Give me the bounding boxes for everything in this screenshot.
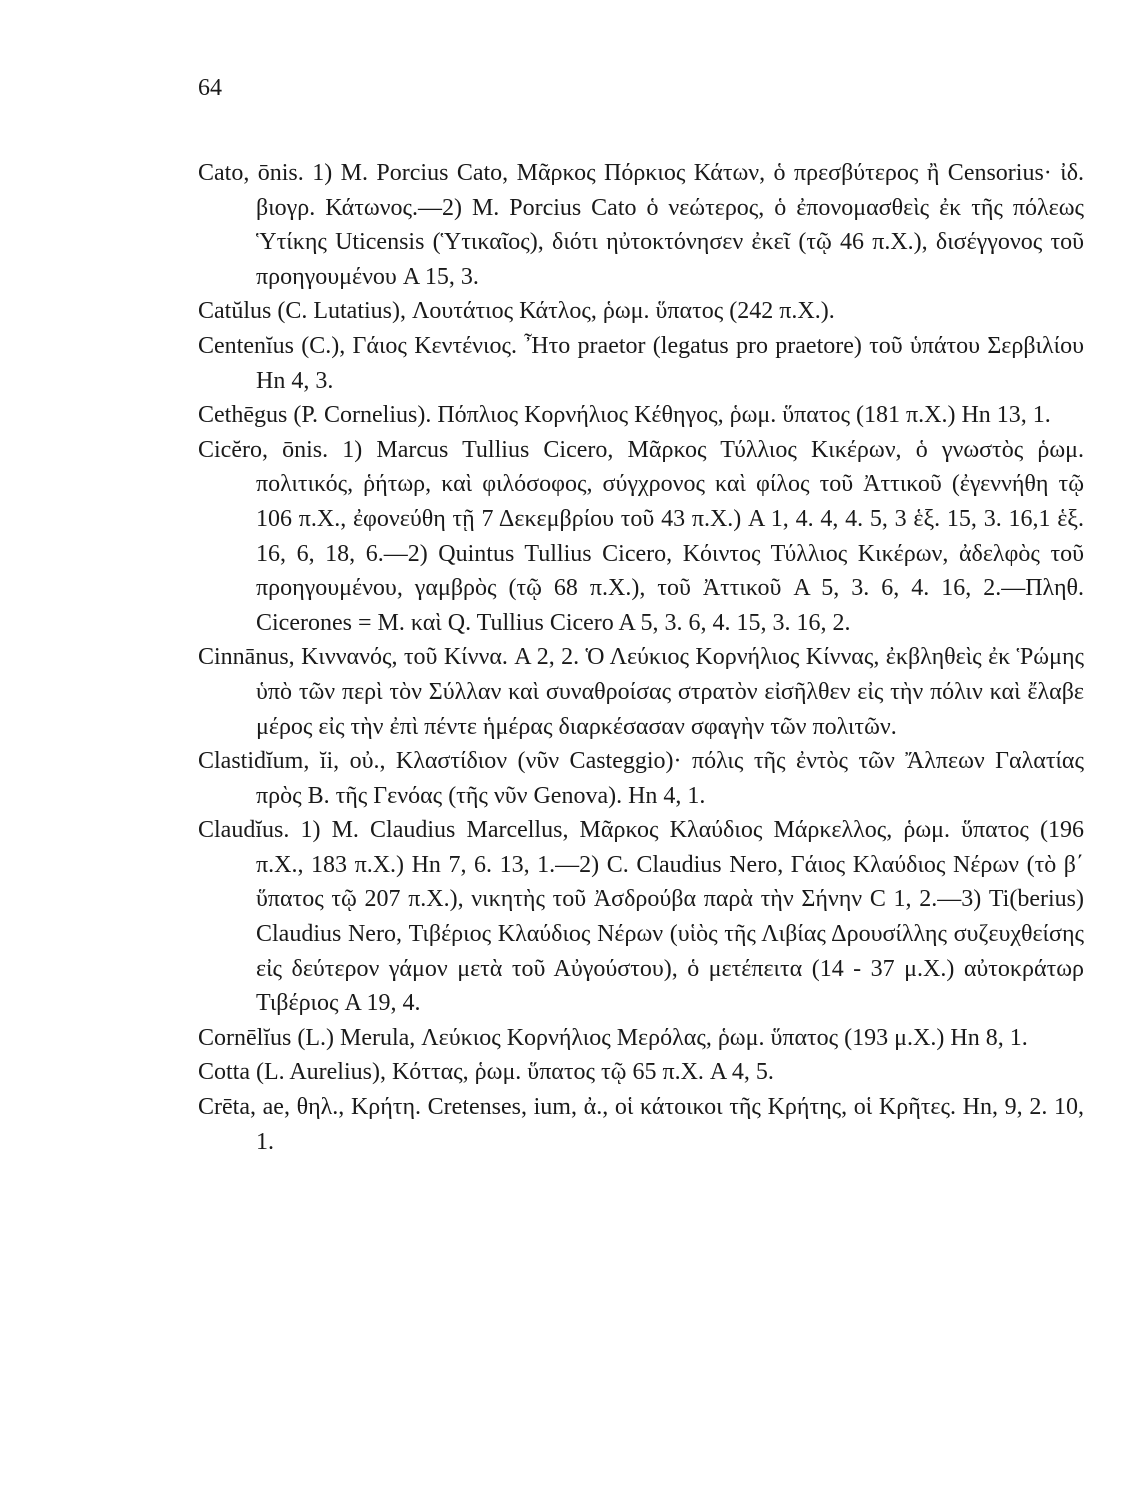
entry-cornelius: Cornēlĭus (L.) Merula, Λεύκιος Κορνήλιος Μερόλας, ῥωμ. ὕπατος (193 μ.Χ.) Hn 8, 1. [198,1024,1028,1051]
entry-cinnanus: Cinnānus, Κιννανός, τοῦ Κίννα. A 2, 2. Ὁ Λεύκιος Κορνήλιος Κίννας, ἐκβληθεὶς ἐκ Ῥώμης ὑπὸ τῶν περὶ τὸν Σύλλαν καὶ συναθροίσας στρατὸν εἰσῆλθεν εἰς τὴν πόλιν καὶ ἔλαβε μέρος εἰς τὴν ἐπὶ πέντε ἡμέρας διαρκέσασαν σφαγὴν τῶν πολιτῶν. [198,644,1084,740]
entry-cethegus: Cethēgus (P. Cornelius). Πόπλιος Κορνήλιος Κέθηγος, ῥωμ. ὕπατος (181 π.Χ.) Hn 13, 1. [198,402,1051,429]
entry-cato: Cato, ōnis. 1) M. Porcius Cato, Μᾶρκος Πόρκιος Κάτων, ὁ πρεσβύτερος ἢ Censorius· ἰδ. βιογρ. Κάτωνος.—2) M. Porcius Cato ὁ νεώτερος, ὁ ἐπονομασθεὶς ἐκ τῆς πόλεως Ὑτίκης Uticensis (Ὑτικαῖος), διότι ηὐτοκτόνησεν ἐκεῖ (τῷ 46 π.Χ.), δισέγγονος τοῦ προηγουμένου A 15, 3. [198,160,1084,290]
entry-centenius: Centenĭus (C.), Γάιος Κεντένιος. Ἦτο praetor (legatus pro praetore) τοῦ ὑπάτου Σερβιλίου Hn 4, 3. [198,332,1084,394]
entry-clastidium: Clastidĭum, ĭi, οὐ., Κλαστίδιον (νῦν Casteggio)· πόλις τῆς ἐντὸς τῶν Ἄλπεων Γαλατίας πρὸς B. τῆς Γενόας (τῆς νῦν Genova). Hn 4, 1. [198,748,1084,809]
entry-cotta: Cotta (L. Aurelius), Κόττας, ῥωμ. ὕπατος τῷ 65 π.Χ. A 4, 5. [198,1059,774,1086]
page-number: 64 [198,75,222,101]
entry-claudius: Claudĭus. 1) M. Claudius Marcellus, Μᾶρκος Κλαύδιος Μάρκελλος, ῥωμ. ὕπατος (196 π.Χ., 183 π.Χ.) Hn 7, 6. 13, 1.—2) C. Claudius Nero, Γάιος Κλαύδιος Νέρων (τὸ β΄ ὕπατος τῷ 207 π.Χ.), νικητὴς τοῦ Ἀσδρούβα παρὰ τὴν Σήνην C 1, 2.—3) Ti(berius) Claudius Nero, Τιβέριος Κλαύδιος Νέρων (υἱὸς τῆς Λιβίας Δρουσίλλης συζευχθείσης εἰς δεύτερον γάμον μετὰ τοῦ Αὐγούστου), ὁ μετέπειτα (14 - 37 μ.Χ.) αὐτοκράτωρ Τιβέριος A 19, 4. [198,817,1084,1017]
entry-cicero: Cicĕro, ōnis. 1) Marcus Tullius Cicero, Μᾶρκος Τύλλιος Κικέρων, ὁ γνωστὸς ῥωμ. πολιτικός, ῥήτωρ, καὶ φιλόσοφος, σύγχρονος καὶ φίλος τοῦ Ἀττικοῦ (ἐγεννήθη τῷ 106 π.Χ., ἐφονεύθη τῇ 7 Δεκεμβρίου τοῦ 43 π.Χ.) A 1, 4. 4, 4. 5, 3 ἑξ. 15, 3. 16,1 ἑξ. 16, 6, 18, 6.—2) Quintus Tullius Cicero, Κόιντος Τύλλιος Κικέρων, ἀδελφὸς τοῦ προηγουμένου, γαμβρὸς (τῷ 68 π.Χ.), τοῦ Ἀττικοῦ A 5, 3. 6, 4. 16, 2.—Πληθ. Cicerones = M. καὶ Q. Tullius Cicero A 5, 3. 6, 4. 15, 3. 16, 2. [198,436,1084,636]
entry-list [198,156,1084,1159]
entry-creta: Crēta, ae, θηλ., Κρήτη. Cretenses, ium, ἀ., οἱ κάτοικοι τῆς Κρήτης, οἱ Κρῆτες. Hn, 9, 2. 10, 1. [198,1094,1084,1155]
entry-catulus: Catŭlus (C. Lutatius), Λουτάτιος Κάτλος, ῥωμ. ὕπατος (242 π.Χ.). [198,298,835,325]
